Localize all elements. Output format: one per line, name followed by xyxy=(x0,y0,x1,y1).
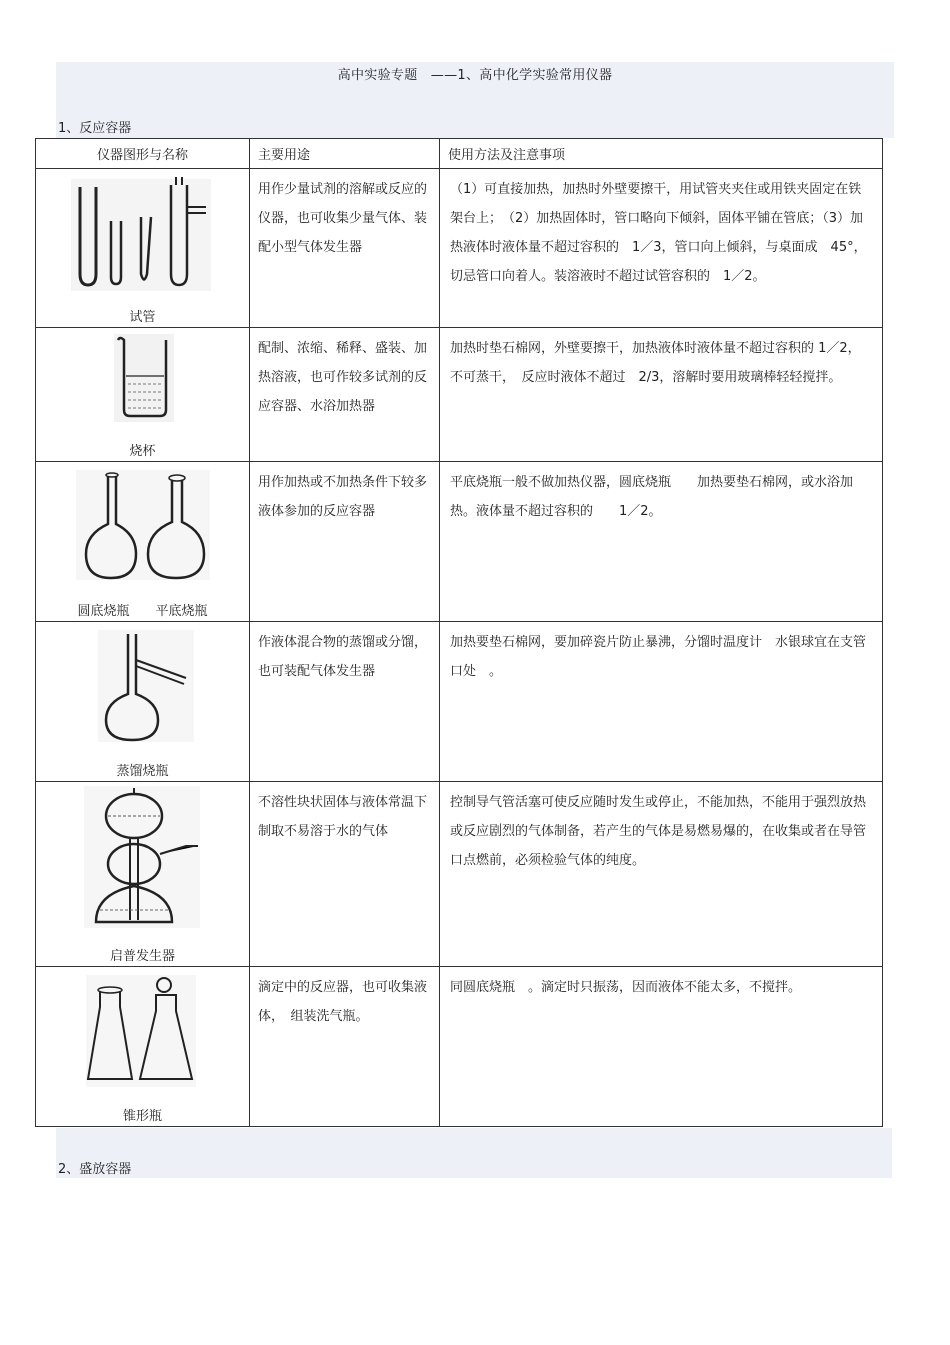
usage-notes: 平底烧瓶一般不做加热仪器，圆底烧瓶 加热要垫石棉网，或水浴加热。液体量不超过容积的 1／2。 xyxy=(440,462,883,622)
figure-cell xyxy=(36,462,250,622)
table-row xyxy=(36,622,883,782)
instrument-name: 锥形瓶 xyxy=(122,1109,162,1124)
section-heading-storage: 2、盛放容器 xyxy=(58,1162,132,1177)
usage-notes: 控制导气管活塞可使反应随时发生或停止，不能加热，不能用于强烈放热或反应剧烈的气体制备，若产生的气体是易燃易爆的，在收集或者在导管口点燃前，必须检验气体的纯度。 xyxy=(440,782,883,967)
main-use: 用作加热或不加热条件下较多液体参加的反应容器 xyxy=(250,462,440,622)
table-row xyxy=(36,967,883,1127)
distilling-flask-icon xyxy=(36,622,250,747)
beaker-icon xyxy=(36,328,250,428)
erlenmeyer-flasks-icon xyxy=(36,967,250,1092)
figure-cell xyxy=(36,328,250,462)
figure-cell xyxy=(36,622,250,782)
main-use: 滴定中的反应器，也可收集液体， 组装洗气瓶。 xyxy=(250,967,440,1127)
page-title: 高中实验专题 ——1、高中化学实验常用仪器 xyxy=(337,68,613,83)
instrument-name: 启普发生器 xyxy=(109,949,175,964)
instrument-name: 烧杯 xyxy=(129,444,156,459)
main-use: 配制、浓缩、稀释、盛装、加热溶液，也可作较多试剂的反应容器、水浴加热器 xyxy=(250,328,440,462)
section-heading-reaction: 1、反应容器 xyxy=(58,121,132,136)
usage-notes: （1）可直接加热，加热时外壁要擦干，用试管夹夹住或用铁夹固定在铁架台上； （2）加热固体时，管口略向下倾斜，固体平铺在管底；（3）加热液体时液体量不超过容积的 1／3，管口向上倾斜，与桌面成 45°，切忌管口向着人。装溶液时不超过试管容积的 1／2。 xyxy=(440,169,883,328)
kipp-generator-icon xyxy=(36,782,250,932)
header-main-use: 主要用途 xyxy=(250,139,440,169)
usage-notes: 同圆底烧瓶 。滴定时只振荡，因而液体不能太多，不搅拌。 xyxy=(440,967,883,1127)
main-use: 用作少量试剂的溶解或反应的仪器，也可收集少量气体、装配小型气体发生器 xyxy=(250,169,440,328)
instrument-name: 圆底烧瓶 平底烧瓶 xyxy=(77,604,208,619)
table-header-row xyxy=(36,139,883,169)
table-row xyxy=(36,782,883,967)
section-band xyxy=(56,1128,892,1178)
instrument-name: 蒸馏烧瓶 xyxy=(116,764,169,779)
flasks-icon xyxy=(36,462,250,587)
table-row xyxy=(36,462,883,622)
instrument-table xyxy=(35,138,883,1127)
header-figure-name: 仪器图形与名称 xyxy=(36,139,250,169)
usage-notes: 加热要垫石棉网，要加碎瓷片防止暴沸，分馏时温度计 水银球宜在支管口处 。 xyxy=(440,622,883,782)
figure-cell xyxy=(36,967,250,1127)
test-tubes-icon xyxy=(36,169,250,299)
table-row xyxy=(36,328,883,462)
figure-cell xyxy=(36,782,250,967)
figure-cell xyxy=(36,169,250,328)
main-use: 作液体混合物的蒸馏或分馏，也可装配气体发生器 xyxy=(250,622,440,782)
table-row xyxy=(36,169,883,328)
instrument-name: 试管 xyxy=(129,310,156,325)
header-usage-notes: 使用方法及注意事项 xyxy=(440,139,883,169)
main-use: 不溶性块状固体与液体常温下制取不易溶于水的气体 xyxy=(250,782,440,967)
usage-notes: 加热时垫石棉网，外壁要擦干，加热液体时液体量不超过容积的 1／2，不可蒸干， 反应时液体不超过 2/3，溶解时要用玻璃棒轻轻搅拌。 xyxy=(440,328,883,462)
